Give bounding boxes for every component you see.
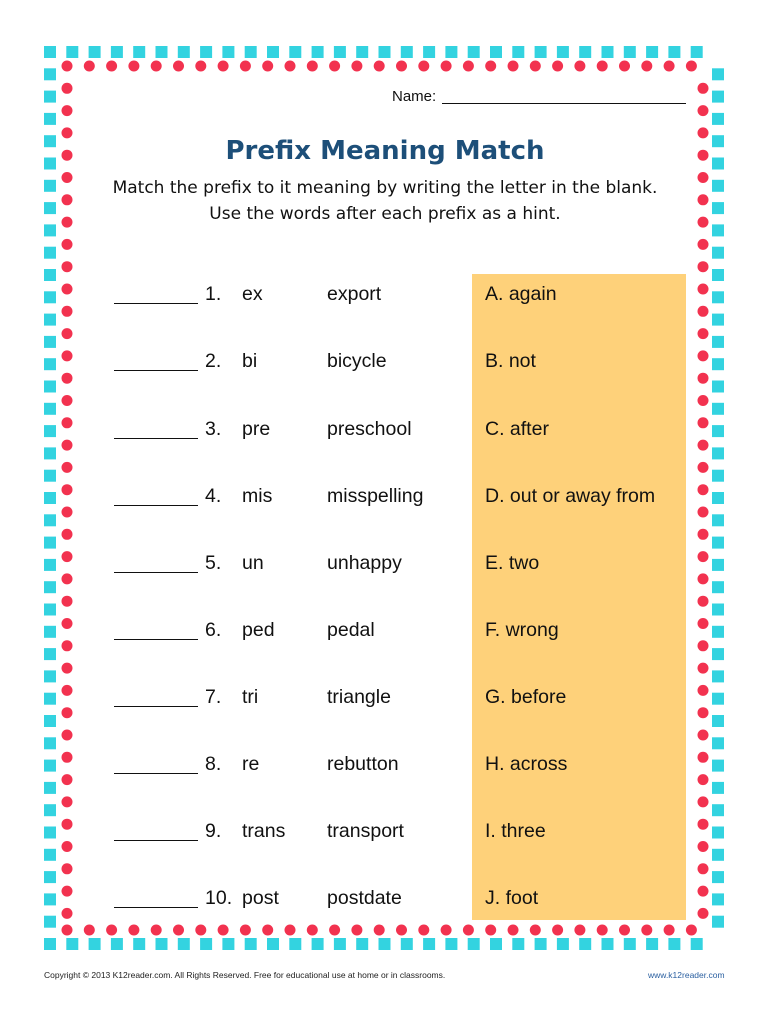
answer-blank [114, 485, 198, 506]
border-square [691, 938, 703, 950]
border-dot [307, 925, 318, 936]
border-square [668, 938, 680, 950]
border-square [178, 938, 190, 950]
border-square [222, 46, 234, 58]
site-url: www.k12reader.com [648, 970, 725, 980]
border-square [44, 804, 56, 816]
border-square [44, 537, 56, 549]
border-square [401, 46, 413, 58]
border-square [512, 938, 524, 950]
border-square [379, 938, 391, 950]
border-dot [128, 925, 139, 936]
border-square [356, 938, 368, 950]
border-dot [351, 925, 362, 936]
border-dot [698, 328, 709, 339]
item-number: 5. [205, 552, 222, 574]
border-square [89, 46, 101, 58]
border-square [89, 938, 101, 950]
border-dot [329, 61, 340, 72]
border-dot [128, 61, 139, 72]
border-dot [664, 925, 675, 936]
answer-blank [114, 619, 198, 640]
item-number: 3. [205, 418, 222, 440]
border-dot [84, 925, 95, 936]
border-square [712, 314, 724, 326]
border-square [111, 46, 123, 58]
border-dot [597, 925, 608, 936]
border-square [44, 470, 56, 482]
border-square [44, 269, 56, 281]
border-square [712, 113, 724, 125]
answer-blank [114, 753, 198, 774]
match-row [0, 485, 770, 515]
border-square [712, 782, 724, 794]
answer-blank [114, 686, 198, 707]
border-square [379, 46, 391, 58]
hint-word: export [327, 283, 382, 305]
border-square [712, 537, 724, 549]
border-square [44, 336, 56, 348]
border-square [289, 938, 301, 950]
border-square [712, 247, 724, 259]
border-dot [62, 83, 73, 94]
border-dot [574, 925, 585, 936]
hint-word: postdate [327, 887, 402, 909]
border-dot [307, 61, 318, 72]
border-square [535, 46, 547, 58]
border-dot [195, 61, 206, 72]
border-dot [106, 925, 117, 936]
instructions-line-1: Match the prefix to it meaning by writing the letter in the blank. [112, 178, 658, 198]
border-square [44, 737, 56, 749]
border-dot [396, 925, 407, 936]
hint-word: misspelling [327, 485, 424, 507]
border-square [646, 938, 658, 950]
hint-word: pedal [327, 619, 375, 641]
border-dot [62, 462, 73, 473]
item-number: 7. [205, 686, 222, 708]
answer-blank [114, 552, 198, 573]
border-square [490, 938, 502, 950]
border-square [490, 46, 502, 58]
border-square [312, 938, 324, 950]
border-square [44, 314, 56, 326]
border-dot [62, 61, 73, 72]
border-dot [106, 61, 117, 72]
border-dot [686, 61, 697, 72]
border-dot [698, 529, 709, 540]
border-dot [463, 925, 474, 936]
border-square [712, 336, 724, 348]
meaning-option: H. across [485, 753, 568, 775]
border-square [44, 648, 56, 660]
border-square [712, 604, 724, 616]
border-square [44, 916, 56, 928]
border-square [423, 46, 435, 58]
border-dot [441, 925, 452, 936]
item-number: 2. [205, 350, 222, 372]
border-square [401, 938, 413, 950]
meaning-option: D. out or away from [485, 485, 656, 507]
border-dot [262, 925, 273, 936]
border-dot [597, 61, 608, 72]
border-dot [285, 61, 296, 72]
hint-word: bicycle [327, 350, 387, 372]
border-square [712, 224, 724, 236]
border-square [312, 46, 324, 58]
border-square [557, 938, 569, 950]
border-square [44, 849, 56, 861]
border-dot [62, 239, 73, 250]
border-dot [698, 83, 709, 94]
border-dot [151, 61, 162, 72]
border-square [356, 46, 368, 58]
border-square [66, 938, 78, 950]
border-square [712, 670, 724, 682]
border-square [267, 938, 279, 950]
border-square [245, 46, 257, 58]
border-dot [641, 925, 652, 936]
border-dot [62, 328, 73, 339]
border-dot [173, 925, 184, 936]
border-square [512, 46, 524, 58]
border-square [44, 782, 56, 794]
hint-word: unhappy [327, 552, 402, 574]
meaning-option: G. before [485, 686, 567, 708]
hint-word: preschool [327, 418, 412, 440]
answer-blank [114, 418, 198, 439]
border-square [557, 46, 569, 58]
border-square [44, 670, 56, 682]
border-dot [218, 61, 229, 72]
border-dot [62, 863, 73, 874]
match-row [0, 686, 770, 716]
instructions-line-2: Use the words after each prefix as a hint. [209, 204, 561, 224]
border-square [44, 581, 56, 593]
border-dot [698, 462, 709, 473]
meaning-option: J. foot [485, 887, 539, 909]
border-dot [698, 863, 709, 874]
border-dot [698, 596, 709, 607]
border-square [468, 46, 480, 58]
border-square [712, 269, 724, 281]
border-dot [151, 925, 162, 936]
border-dot [418, 61, 429, 72]
border-dot [84, 61, 95, 72]
border-square [44, 381, 56, 393]
match-row [0, 283, 770, 313]
border-square [267, 46, 279, 58]
border-square [44, 604, 56, 616]
meaning-option: A. again [485, 283, 557, 305]
meaning-option: C. after [485, 418, 549, 440]
border-dot [62, 529, 73, 540]
prefix: pre [242, 418, 271, 440]
border-dot [698, 796, 709, 807]
border-dot [62, 663, 73, 674]
border-square [712, 470, 724, 482]
border-square [602, 938, 614, 950]
border-square [44, 68, 56, 80]
border-dot [374, 61, 385, 72]
border-dot [530, 925, 541, 936]
border-square [44, 91, 56, 103]
border-dot [552, 61, 563, 72]
border-dot [508, 925, 519, 936]
border-dot [619, 925, 630, 936]
worksheet-title: Prefix Meaning Match [225, 136, 545, 166]
border-square [691, 46, 703, 58]
border-dot [552, 925, 563, 936]
border-square [133, 938, 145, 950]
border-square [712, 514, 724, 526]
border-dot [62, 596, 73, 607]
border-square [334, 938, 346, 950]
border-square [712, 871, 724, 883]
border-dot [530, 61, 541, 72]
border-square [178, 46, 190, 58]
border-dot [698, 663, 709, 674]
prefix: tri [242, 686, 259, 708]
border-square [602, 46, 614, 58]
match-row [0, 887, 770, 917]
border-square [668, 46, 680, 58]
border-square [579, 46, 591, 58]
item-number: 9. [205, 820, 222, 842]
border-dot [698, 730, 709, 741]
meaning-option: E. two [485, 552, 540, 574]
border-square [712, 715, 724, 727]
border-square [712, 804, 724, 816]
border-dot [396, 61, 407, 72]
hint-word: triangle [327, 686, 391, 708]
border-dot [698, 239, 709, 250]
item-number: 8. [205, 753, 222, 775]
border-square [334, 46, 346, 58]
border-dot [418, 925, 429, 936]
hint-word: transport [327, 820, 404, 842]
prefix: ped [242, 619, 275, 641]
match-row [0, 350, 770, 380]
border-square [289, 46, 301, 58]
border-square [423, 938, 435, 950]
prefix: mis [242, 485, 273, 507]
match-row [0, 552, 770, 582]
border-square [156, 46, 168, 58]
border-square [712, 916, 724, 928]
border-square [712, 737, 724, 749]
border-dot [173, 61, 184, 72]
border-dot [329, 925, 340, 936]
prefix: trans [242, 820, 286, 842]
meaning-option: B. not [485, 350, 536, 372]
answer-blank [114, 820, 198, 841]
item-number: 10. [205, 887, 233, 909]
border-dot [508, 61, 519, 72]
border-square [624, 938, 636, 950]
border-square [44, 247, 56, 259]
border-square [44, 113, 56, 125]
border-dot [698, 261, 709, 272]
meaning-option: F. wrong [485, 619, 559, 641]
border-dot [441, 61, 452, 72]
border-dot [574, 61, 585, 72]
border-square [535, 938, 547, 950]
border-dot [240, 925, 251, 936]
border-square [468, 938, 480, 950]
border-dot [62, 105, 73, 116]
border-dot [62, 395, 73, 406]
border-dot [262, 61, 273, 72]
prefix: ex [242, 283, 263, 305]
border-dot [62, 925, 73, 936]
item-number: 4. [205, 485, 222, 507]
border-square [200, 938, 212, 950]
border-square [445, 46, 457, 58]
border-dot [218, 925, 229, 936]
prefix: re [242, 753, 260, 775]
border-dot [195, 925, 206, 936]
border-square [44, 938, 56, 950]
border-square [712, 68, 724, 80]
border-square [712, 648, 724, 660]
border-dot [374, 925, 385, 936]
prefix: post [242, 887, 279, 909]
name-label: Name: [392, 88, 437, 105]
border-square [66, 46, 78, 58]
border-dot [62, 796, 73, 807]
border-square [133, 46, 145, 58]
border-dot [62, 730, 73, 741]
name-blank [442, 103, 686, 104]
border-square [579, 938, 591, 950]
border-square [44, 224, 56, 236]
border-square [44, 46, 56, 58]
border-dot [698, 105, 709, 116]
border-dot [664, 61, 675, 72]
border-dot [463, 61, 474, 72]
border-square [712, 849, 724, 861]
match-row [0, 619, 770, 649]
border-square [712, 381, 724, 393]
border-square [445, 938, 457, 950]
border-square [712, 581, 724, 593]
border-square [712, 91, 724, 103]
border-dot [285, 925, 296, 936]
border-dot [619, 61, 630, 72]
border-dot [485, 61, 496, 72]
name-field [392, 88, 686, 105]
border-dot [641, 61, 652, 72]
prefix: un [242, 552, 264, 574]
border-square [624, 46, 636, 58]
item-number: 1. [205, 283, 222, 305]
border-square [44, 514, 56, 526]
border-square [712, 403, 724, 415]
border-square [44, 715, 56, 727]
border-dot [351, 61, 362, 72]
match-row [0, 418, 770, 448]
item-number: 6. [205, 619, 222, 641]
border-dot [686, 925, 697, 936]
border-square [44, 871, 56, 883]
match-row [0, 820, 770, 850]
border-dot [62, 261, 73, 272]
border-square [111, 938, 123, 950]
border-square [222, 938, 234, 950]
border-dot [485, 925, 496, 936]
copyright-text: Copyright © 2013 K12reader.com. All Rights Reserved. Free for educational use at home or in classrooms. [44, 970, 446, 980]
border-square [44, 403, 56, 415]
border-square [44, 447, 56, 459]
border-square [200, 46, 212, 58]
answer-blank [114, 350, 198, 371]
border-square [646, 46, 658, 58]
meaning-option: I. three [485, 820, 546, 842]
border-dot [698, 395, 709, 406]
border-dot [240, 61, 251, 72]
border-square [712, 447, 724, 459]
hint-word: rebutton [327, 753, 399, 775]
answer-blank [114, 283, 198, 304]
answer-blank [114, 887, 198, 908]
match-row [0, 753, 770, 783]
border-square [156, 938, 168, 950]
border-square [245, 938, 257, 950]
prefix: bi [242, 350, 258, 372]
